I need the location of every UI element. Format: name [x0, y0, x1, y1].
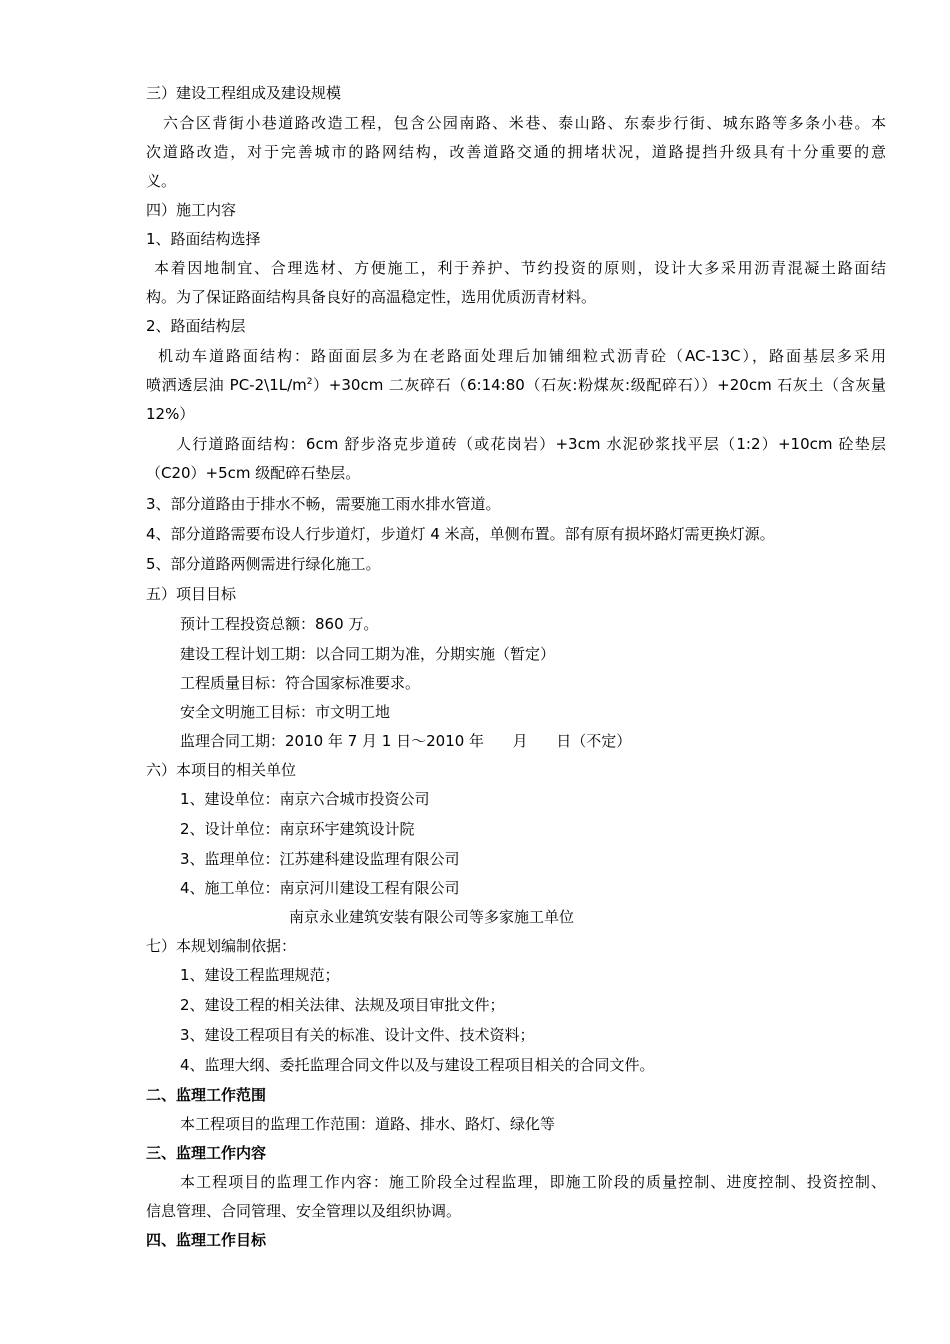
ch2-body: 本工程项目的监理工作范围：道路、排水、路灯、绿化等: [180, 1115, 556, 1133]
s7-basis-2: 2、建设工程的相关法律、法规及项目审批文件；: [180, 996, 505, 1014]
s4-item-5: 5、部分道路两侧需进行绿化施工。: [146, 555, 381, 573]
s4-item-2-line-5: （C20）+5cm 级配碎石垫层。: [146, 464, 361, 482]
section-5-heading: 五）项目目标: [146, 585, 237, 603]
s4-item-1-line-2: 构。为了保证路面结构具备良好的高温稳定性，选用优质沥青材料。: [146, 288, 597, 306]
s3-para-line-3: 义。: [146, 172, 177, 190]
s4-item-2-line-1: 机动车道路面结构：路面面层多为在老路面处理后加铺细粒式沥青砼（AC-13C），路面基层多采用: [158, 347, 886, 365]
section-3-heading: 三）建设工程组成及建设规模: [146, 84, 342, 102]
ch3-body-line-1: 本工程项目的监理工作内容：施工阶段全过程监理，即施工阶段的质量控制、进度控制、投资控制、: [180, 1173, 886, 1191]
s4-item-2-line-3: 12%）: [146, 405, 195, 423]
section-4-heading: 四）施工内容: [146, 201, 237, 219]
section-6-heading: 六）本项目的相关单位: [146, 761, 297, 779]
s6-unit-2: 2、设计单位：南京环宇建筑设计院: [180, 820, 415, 838]
chapter-4-heading: 四、监理工作目标: [146, 1231, 267, 1249]
s6-unit-3: 3、监理单位：江苏建科建设监理有限公司: [180, 850, 460, 868]
s4-item-2-title: 2、路面结构层: [146, 317, 246, 335]
s6-unit-1: 1、建设单位：南京六合城市投资公司: [180, 790, 430, 808]
s4-item-1-title: 1、路面结构选择: [146, 230, 261, 248]
s4-item-2-line-4: 人行道路面结构：6cm 舒步洛克步道砖（或花岗岩）+3cm 水泥砂浆找平层（1:2）+10cm 砼垫层: [176, 435, 886, 453]
s6-unit-4-cont: 南京永业建筑安装有限公司等多家施工单位: [289, 908, 575, 926]
s4-item-1-line-1: 本着因地制宜、合理选材、方便施工，利于养护、节约投资的原则，设计大多采用沥青混凝土路面结: [154, 259, 886, 277]
s3-para-line-1: 六合区背街小巷道路改造工程，包含公园南路、米巷、泰山路、东泰步行街、城东路等多条小巷。本: [163, 114, 886, 132]
ch3-body-line-2: 信息管理、合同管理、安全管理以及组织协调。: [146, 1202, 462, 1220]
s7-basis-1: 1、建设工程监理规范；: [180, 966, 340, 984]
s4-item-4: 4、部分道路需要布设人行步道灯，步道灯 4 米高，单侧布置。部有原有损坏路灯需更换灯源。: [146, 525, 775, 543]
s4-item-2-line-2: 喷洒透层油 $PC-2\backslash 1L/m^2)+30cm$ 二灰碎石（6:14:80（石灰:粉煤灰:级配碎石））+20cm 石灰土（含灰量: [146, 376, 886, 394]
s7-basis-4: 4、监理大纲、委托监理合同文件以及与建设工程项目相关的合同文件。: [180, 1056, 655, 1074]
s5-schedule: 建设工程计划工期：以合同工期为准，分期实施（暂定）: [180, 645, 556, 663]
s5-safety: 安全文明施工目标：市文明工地: [180, 703, 391, 721]
s7-basis-3: 3、建设工程项目有关的标准、设计文件、技术资料；: [180, 1026, 535, 1044]
s3-para-line-2: 次道路改造，对于完善城市的路网结构，改善道路交通的拥堵状况，道路提挡升级具有十分重要的意: [146, 143, 886, 161]
section-7-heading: 七）本规划编制依据：: [146, 937, 297, 955]
s5-contract-period: 监理合同工期：2010 年 7 月 1 日～2010 年 月 日（不定）: [180, 732, 632, 750]
s6-unit-4: 4、施工单位：南京河川建设工程有限公司: [180, 879, 460, 897]
s5-quality: 工程质量目标：符合国家标准要求。: [180, 674, 421, 692]
s4-item-3: 3、部分道路由于排水不畅，需要施工雨水排水管道。: [146, 495, 501, 513]
s5-investment: 预计工程投资总额：860 万。: [180, 615, 379, 633]
chapter-3-heading: 三、监理工作内容: [146, 1144, 267, 1162]
chapter-2-heading: 二、监理工作范围: [146, 1086, 267, 1104]
